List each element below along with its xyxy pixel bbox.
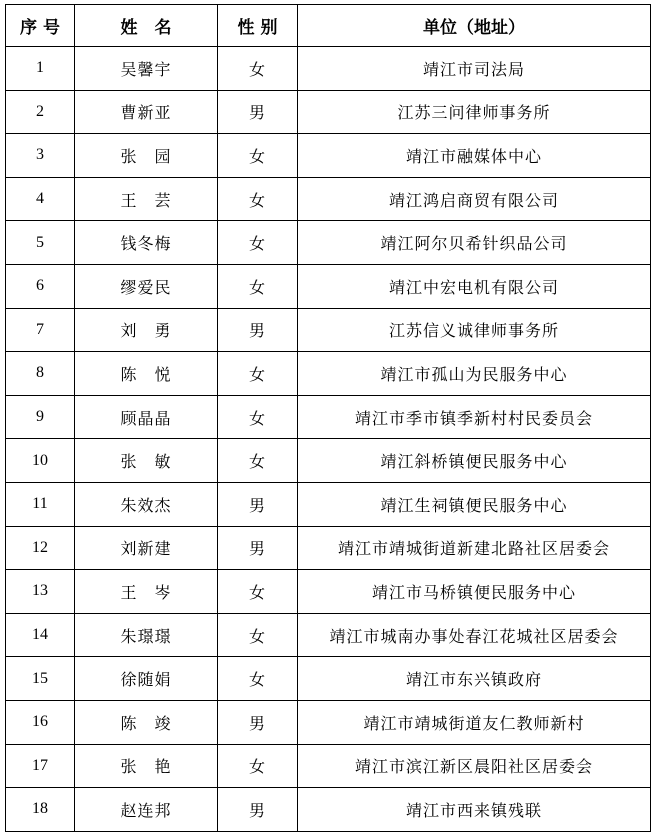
cell-unit-address: 江苏信义诚律师事务所 — [298, 308, 651, 352]
cell-name: 钱冬梅 — [75, 221, 218, 265]
header-gender: 性 别 — [218, 5, 298, 47]
cell-name: 朱效杰 — [75, 482, 218, 526]
cell-serial-number: 5 — [6, 221, 75, 265]
cell-serial-number: 17 — [6, 744, 75, 788]
cell-gender: 女 — [218, 177, 298, 221]
cell-gender: 女 — [218, 134, 298, 178]
header-unit-address: 单位（地址） — [298, 5, 651, 47]
cell-name: 张 艳 — [75, 744, 218, 788]
header-row — [6, 5, 651, 47]
cell-name: 赵连邦 — [75, 788, 218, 832]
cell-gender: 男 — [218, 700, 298, 744]
table-row — [6, 90, 651, 134]
table-row — [6, 395, 651, 439]
cell-unit-address: 靖江生祠镇便民服务中心 — [298, 482, 651, 526]
table-row — [6, 700, 651, 744]
cell-gender: 女 — [218, 570, 298, 614]
table-body — [6, 47, 651, 832]
cell-gender: 女 — [218, 47, 298, 91]
cell-unit-address: 靖江市孤山为民服务中心 — [298, 352, 651, 396]
cell-serial-number: 3 — [6, 134, 75, 178]
cell-gender: 女 — [218, 439, 298, 483]
cell-name: 朱璟璟 — [75, 613, 218, 657]
table-row — [6, 526, 651, 570]
cell-serial-number: 2 — [6, 90, 75, 134]
cell-unit-address: 靖江市城南办事处春江花城社区居委会 — [298, 613, 651, 657]
cell-name: 张 园 — [75, 134, 218, 178]
cell-name: 吴馨宇 — [75, 47, 218, 91]
cell-gender: 女 — [218, 744, 298, 788]
cell-name: 曹新亚 — [75, 90, 218, 134]
table-row — [6, 264, 651, 308]
cell-unit-address: 靖江市东兴镇政府 — [298, 657, 651, 701]
table-row — [6, 613, 651, 657]
cell-unit-address: 靖江市靖城街道友仁教师新村 — [298, 700, 651, 744]
cell-unit-address: 靖江鸿启商贸有限公司 — [298, 177, 651, 221]
table-row — [6, 177, 651, 221]
table-row — [6, 788, 651, 832]
header-name: 姓 名 — [75, 5, 218, 47]
cell-gender: 女 — [218, 221, 298, 265]
cell-serial-number: 6 — [6, 264, 75, 308]
cell-unit-address: 靖江市靖城街道新建北路社区居委会 — [298, 526, 651, 570]
cell-name: 王 芸 — [75, 177, 218, 221]
table-header — [6, 5, 651, 47]
header-serial-number: 序 号 — [6, 5, 75, 47]
cell-unit-address: 靖江市马桥镇便民服务中心 — [298, 570, 651, 614]
cell-unit-address: 靖江斜桥镇便民服务中心 — [298, 439, 651, 483]
cell-gender: 女 — [218, 352, 298, 396]
cell-name: 缪爱民 — [75, 264, 218, 308]
cell-gender: 女 — [218, 264, 298, 308]
cell-gender: 男 — [218, 90, 298, 134]
cell-gender: 女 — [218, 613, 298, 657]
table-row — [6, 744, 651, 788]
cell-serial-number: 18 — [6, 788, 75, 832]
cell-serial-number: 13 — [6, 570, 75, 614]
cell-serial-number: 4 — [6, 177, 75, 221]
cell-name: 刘 勇 — [75, 308, 218, 352]
table-row — [6, 482, 651, 526]
cell-serial-number: 7 — [6, 308, 75, 352]
cell-name: 顾晶晶 — [75, 395, 218, 439]
cell-serial-number: 1 — [6, 47, 75, 91]
cell-serial-number: 11 — [6, 482, 75, 526]
cell-name: 陈 竣 — [75, 700, 218, 744]
table-row — [6, 352, 651, 396]
cell-gender: 男 — [218, 526, 298, 570]
cell-unit-address: 靖江市季市镇季新村村民委员会 — [298, 395, 651, 439]
cell-gender: 女 — [218, 395, 298, 439]
roster-table — [5, 4, 651, 832]
table-row — [6, 308, 651, 352]
cell-unit-address: 江苏三问律师事务所 — [298, 90, 651, 134]
cell-serial-number: 8 — [6, 352, 75, 396]
cell-serial-number: 15 — [6, 657, 75, 701]
cell-serial-number: 9 — [6, 395, 75, 439]
roster-sheet — [5, 4, 651, 832]
cell-gender: 男 — [218, 482, 298, 526]
table-row — [6, 570, 651, 614]
table-row — [6, 221, 651, 265]
cell-gender: 男 — [218, 308, 298, 352]
cell-name: 张 敏 — [75, 439, 218, 483]
cell-unit-address: 靖江市滨江新区晨阳社区居委会 — [298, 744, 651, 788]
cell-unit-address: 靖江中宏电机有限公司 — [298, 264, 651, 308]
cell-serial-number: 14 — [6, 613, 75, 657]
cell-name: 陈 悦 — [75, 352, 218, 396]
table-row — [6, 134, 651, 178]
cell-gender: 女 — [218, 657, 298, 701]
cell-name: 刘新建 — [75, 526, 218, 570]
cell-unit-address: 靖江阿尔贝希针织品公司 — [298, 221, 651, 265]
cell-serial-number: 12 — [6, 526, 75, 570]
cell-unit-address: 靖江市融媒体中心 — [298, 134, 651, 178]
table-row — [6, 657, 651, 701]
cell-serial-number: 10 — [6, 439, 75, 483]
cell-unit-address: 靖江市西来镇残联 — [298, 788, 651, 832]
cell-serial-number: 16 — [6, 700, 75, 744]
table-row — [6, 47, 651, 91]
table-row — [6, 439, 651, 483]
cell-gender: 男 — [218, 788, 298, 832]
cell-name: 徐随娟 — [75, 657, 218, 701]
cell-unit-address: 靖江市司法局 — [298, 47, 651, 91]
cell-name: 王 岑 — [75, 570, 218, 614]
